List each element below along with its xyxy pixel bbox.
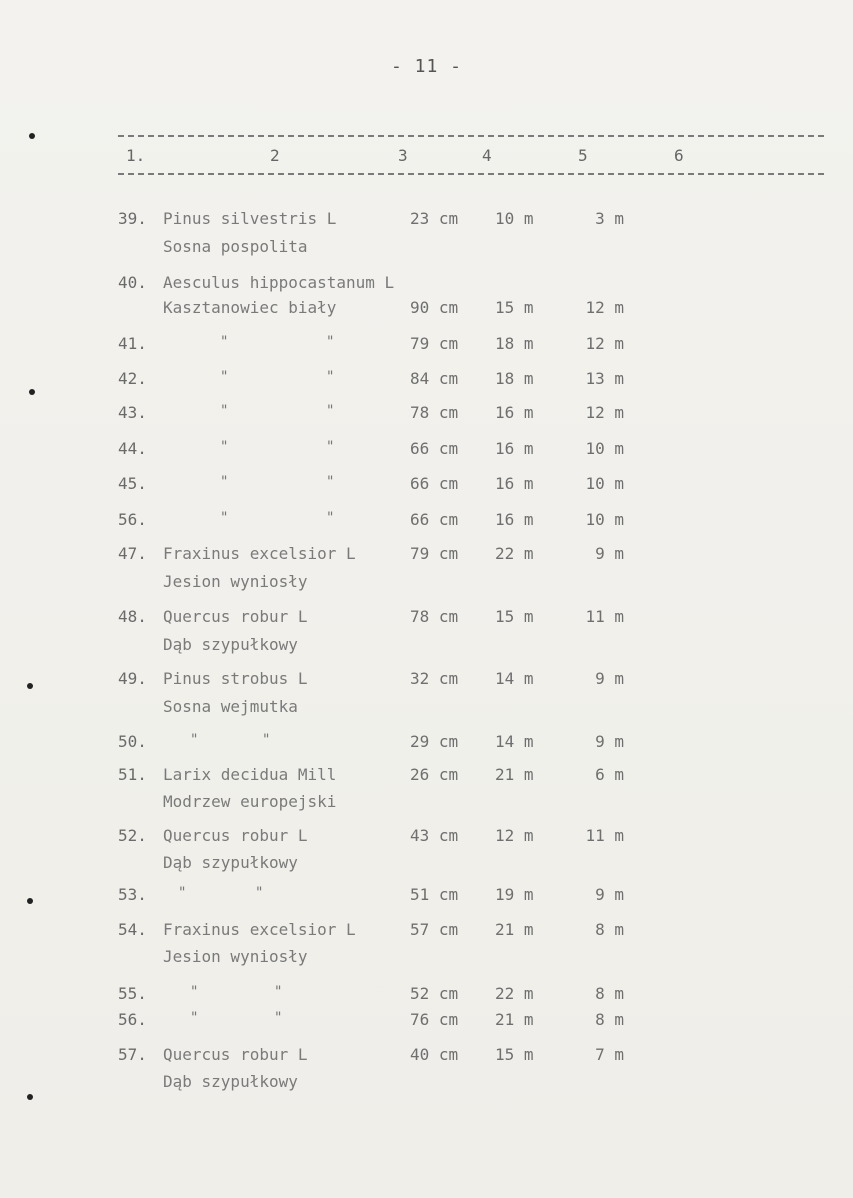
row-number: 41.: [118, 334, 147, 353]
row-number: 56.: [118, 510, 147, 529]
col5-value: 3 m: [595, 209, 624, 228]
col3-value: 29 cm: [410, 732, 459, 751]
col3-value: 78 cm: [410, 607, 459, 626]
row-number: 48.: [118, 607, 147, 626]
ditto-mark: ": [326, 439, 335, 455]
ditto-mark: ": [220, 510, 229, 526]
col3-value: 23 cm: [410, 209, 459, 228]
ditto-mark: ": [326, 474, 335, 490]
ditto-mark: ": [326, 403, 335, 419]
col5-value: 9 m: [595, 885, 624, 904]
col4-value: 21 m: [495, 1010, 534, 1029]
row-number: 52.: [118, 826, 147, 845]
col5-value: 13 m: [585, 369, 624, 388]
col5-value: 7 m: [595, 1045, 624, 1064]
species-latin: Aesculus hippocastanum L: [163, 273, 395, 292]
row-number: 47.: [118, 544, 147, 563]
species-latin: Fraxinus excelsior L: [163, 920, 356, 939]
row-number: 43.: [118, 403, 147, 422]
ditto-mark: ": [255, 885, 264, 901]
margin-punch-mark: [27, 683, 33, 689]
row-number: 44.: [118, 439, 147, 458]
col3-value: 52 cm: [410, 984, 459, 1003]
header-top-rule: [118, 135, 824, 137]
margin-punch-mark: [29, 389, 35, 395]
col4-value: 19 m: [495, 885, 534, 904]
col4-value: 16 m: [495, 403, 534, 422]
col5-value: 6 m: [595, 765, 624, 784]
col3-value: 51 cm: [410, 885, 459, 904]
col4-value: 10 m: [495, 209, 534, 228]
page-number: - 11 -: [390, 56, 463, 77]
species-latin: Quercus robur L: [163, 826, 308, 845]
col3-value: 32 cm: [410, 669, 459, 688]
species-common: Jesion wyniosły: [163, 572, 308, 591]
ditto-mark: ": [262, 732, 271, 748]
col5-value: 9 m: [595, 544, 624, 563]
col3-value: 79 cm: [410, 544, 459, 563]
species-common: Dąb szypułkowy: [163, 1072, 298, 1091]
species-latin: Quercus robur L: [163, 607, 308, 626]
column-header-4: 4: [482, 146, 492, 165]
ditto-mark: ": [326, 369, 335, 385]
species-latin: Larix decidua Mill: [163, 765, 337, 784]
species-latin: Pinus silvestris L: [163, 209, 337, 228]
species-common: Dąb szypułkowy: [163, 853, 298, 872]
col4-value: 18 m: [495, 334, 534, 353]
col3-value: 43 cm: [410, 826, 459, 845]
ditto-mark: ": [220, 334, 229, 350]
col5-value: 12 m: [585, 334, 624, 353]
col4-value: 14 m: [495, 732, 534, 751]
col5-value: 8 m: [595, 1010, 624, 1029]
col3-value: 40 cm: [410, 1045, 459, 1064]
ditto-mark: ": [220, 439, 229, 455]
col5-value: 10 m: [585, 510, 624, 529]
col4-value: 18 m: [495, 369, 534, 388]
col5-value: 12 m: [585, 403, 624, 422]
col5-value: 10 m: [585, 474, 624, 493]
row-number: 51.: [118, 765, 147, 784]
species-latin: Pinus strobus L: [163, 669, 308, 688]
species-common: Kasztanowiec biały: [163, 298, 337, 317]
header-bottom-rule: [118, 173, 824, 175]
ditto-mark: ": [220, 474, 229, 490]
margin-punch-mark: [27, 898, 33, 904]
col4-value: 21 m: [495, 920, 534, 939]
ditto-mark: ": [178, 885, 187, 901]
col4-value: 15 m: [495, 1045, 534, 1064]
row-number: 57.: [118, 1045, 147, 1064]
col5-value: 8 m: [595, 920, 624, 939]
col5-value: 10 m: [585, 439, 624, 458]
column-header-3: 3: [398, 146, 408, 165]
row-number: 39.: [118, 209, 147, 228]
ditto-mark: ": [274, 984, 283, 1000]
row-number: 49.: [118, 669, 147, 688]
col4-value: 14 m: [495, 669, 534, 688]
species-latin: Quercus robur L: [163, 1045, 308, 1064]
row-number: 50.: [118, 732, 147, 751]
row-number: 54.: [118, 920, 147, 939]
col5-value: 9 m: [595, 669, 624, 688]
ditto-mark: ": [220, 403, 229, 419]
col3-value: 66 cm: [410, 474, 459, 493]
col3-value: 57 cm: [410, 920, 459, 939]
col3-value: 66 cm: [410, 439, 459, 458]
species-latin: Fraxinus excelsior L: [163, 544, 356, 563]
col4-value: 15 m: [495, 607, 534, 626]
species-common: Modrzew europejski: [163, 792, 337, 811]
row-number: 56.: [118, 1010, 147, 1029]
col5-value: 12 m: [585, 298, 624, 317]
ditto-mark: ": [274, 1010, 283, 1026]
col5-value: 9 m: [595, 732, 624, 751]
ditto-mark: ": [326, 334, 335, 350]
column-header-2: 2: [270, 146, 280, 165]
row-number: 42.: [118, 369, 147, 388]
species-common: Jesion wyniosły: [163, 947, 308, 966]
col3-value: 76 cm: [410, 1010, 459, 1029]
col4-value: 22 m: [495, 544, 534, 563]
col4-value: 15 m: [495, 298, 534, 317]
ditto-mark: ": [190, 732, 199, 748]
col5-value: 8 m: [595, 984, 624, 1003]
margin-punch-mark: [27, 1094, 33, 1100]
col4-value: 12 m: [495, 826, 534, 845]
col4-value: 22 m: [495, 984, 534, 1003]
ditto-mark: ": [190, 984, 199, 1000]
col4-value: 16 m: [495, 510, 534, 529]
col3-value: 79 cm: [410, 334, 459, 353]
species-common: Sosna wejmutka: [163, 697, 298, 716]
row-number: 45.: [118, 474, 147, 493]
ditto-mark: ": [220, 369, 229, 385]
row-number: 53.: [118, 885, 147, 904]
column-header-6: 6: [674, 146, 684, 165]
col3-value: 26 cm: [410, 765, 459, 784]
margin-punch-mark: [29, 133, 35, 139]
species-common: Dąb szypułkowy: [163, 635, 298, 654]
col5-value: 11 m: [585, 826, 624, 845]
species-common: Sosna pospolita: [163, 237, 308, 256]
column-header-1: 1.: [126, 146, 146, 165]
col3-value: 90 cm: [410, 298, 459, 317]
row-number: 55.: [118, 984, 147, 1003]
ditto-mark: ": [326, 510, 335, 526]
ditto-mark: ": [190, 1010, 199, 1026]
col3-value: 84 cm: [410, 369, 459, 388]
col3-value: 66 cm: [410, 510, 459, 529]
column-header-5: 5: [578, 146, 588, 165]
col3-value: 78 cm: [410, 403, 459, 422]
row-number: 40.: [118, 273, 147, 292]
col4-value: 16 m: [495, 474, 534, 493]
col4-value: 16 m: [495, 439, 534, 458]
col4-value: 21 m: [495, 765, 534, 784]
col5-value: 11 m: [585, 607, 624, 626]
